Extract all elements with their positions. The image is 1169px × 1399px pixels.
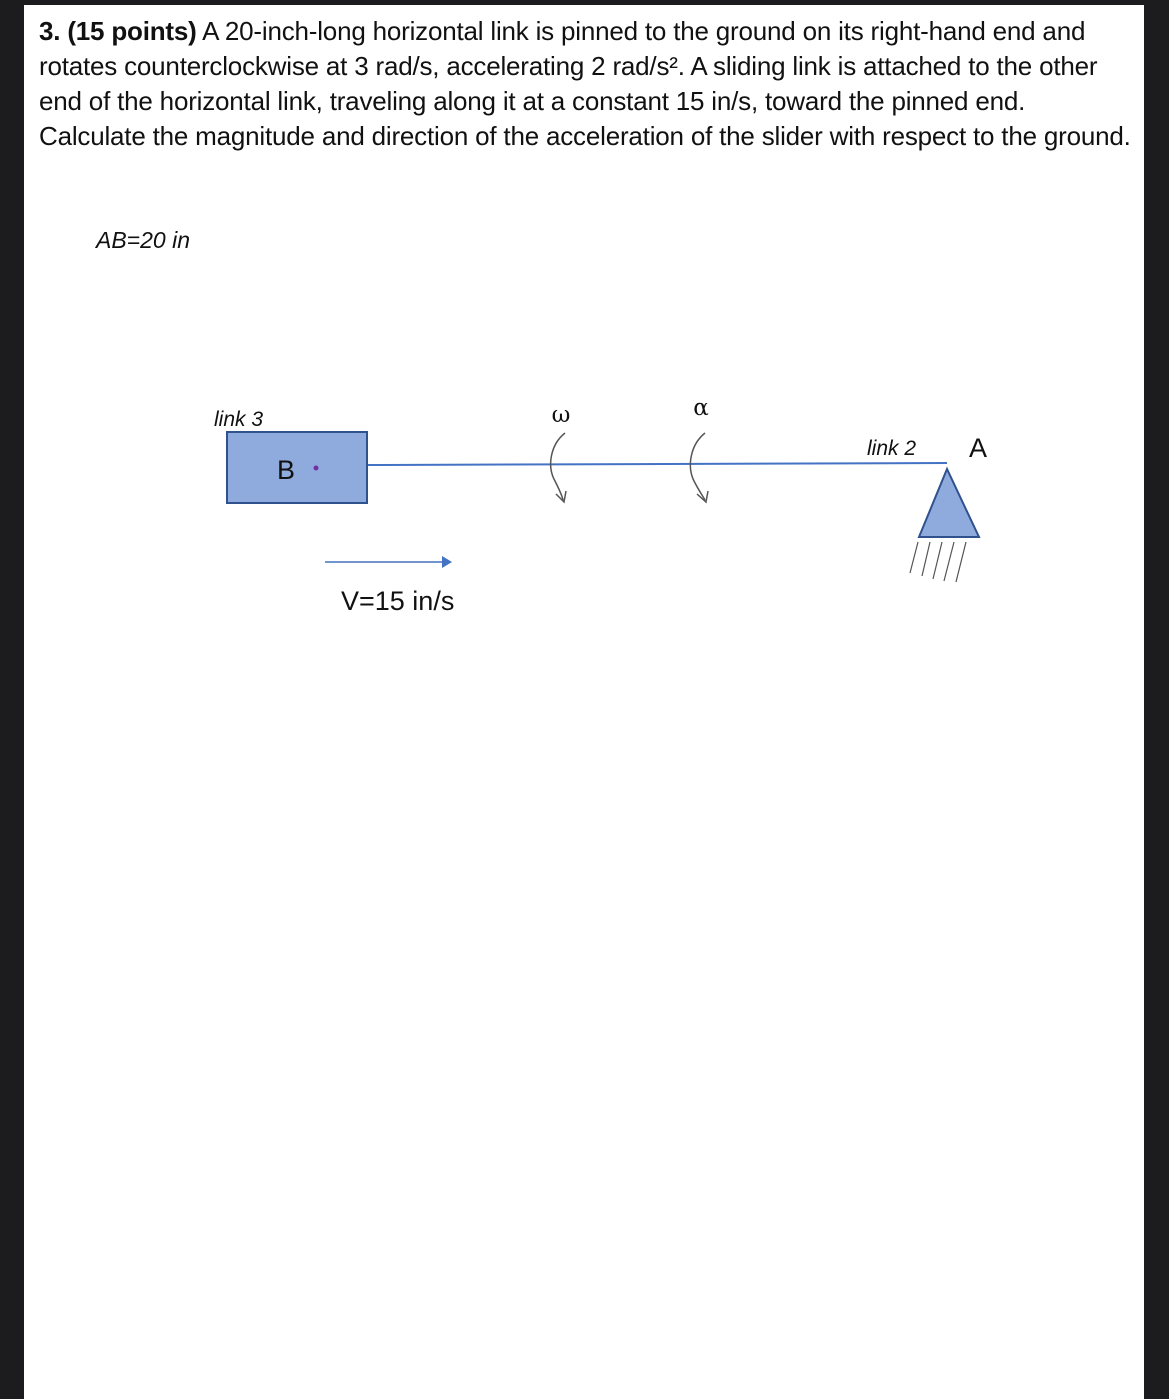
velocity-arrow-icon <box>325 556 452 568</box>
slider-block <box>227 432 367 503</box>
problem-number: 3. <box>39 16 61 46</box>
ground-hatch-icon <box>910 542 966 582</box>
point-b-label: B <box>277 455 296 485</box>
document-page <box>24 5 1144 1399</box>
link-2-bar <box>367 463 947 465</box>
problem-text: A 20-inch-long horizontal link is pinned to the ground on its right-hand end and rotates counterclockwise at 3 rad/s, accelerating 2 rad/s². A sliding link is attached to the other end of the horizontal link, traveling along it at a constant 15 in/s, toward the pinned end. Calculate the magnitude and direction of the acceleration of the slider with respect to the ground. <box>39 16 1131 151</box>
omega-rotation-arrow-icon <box>551 433 566 502</box>
problem-points: (15 points) <box>67 16 197 46</box>
velocity-label: V=15 in/s <box>341 586 455 616</box>
alpha-rotation-arrow-icon <box>690 433 708 502</box>
link-2-label: link 2 <box>867 437 917 460</box>
mechanism-diagram <box>24 5 1144 1399</box>
link-3-label: link 3 <box>214 408 264 431</box>
point-b-dot <box>314 466 319 471</box>
alpha-label: α <box>693 395 709 421</box>
pin-support-icon <box>919 469 979 537</box>
omega-label: ω <box>551 402 571 428</box>
given-length: AB=20 in <box>96 227 190 253</box>
point-a-label: A <box>969 433 988 463</box>
